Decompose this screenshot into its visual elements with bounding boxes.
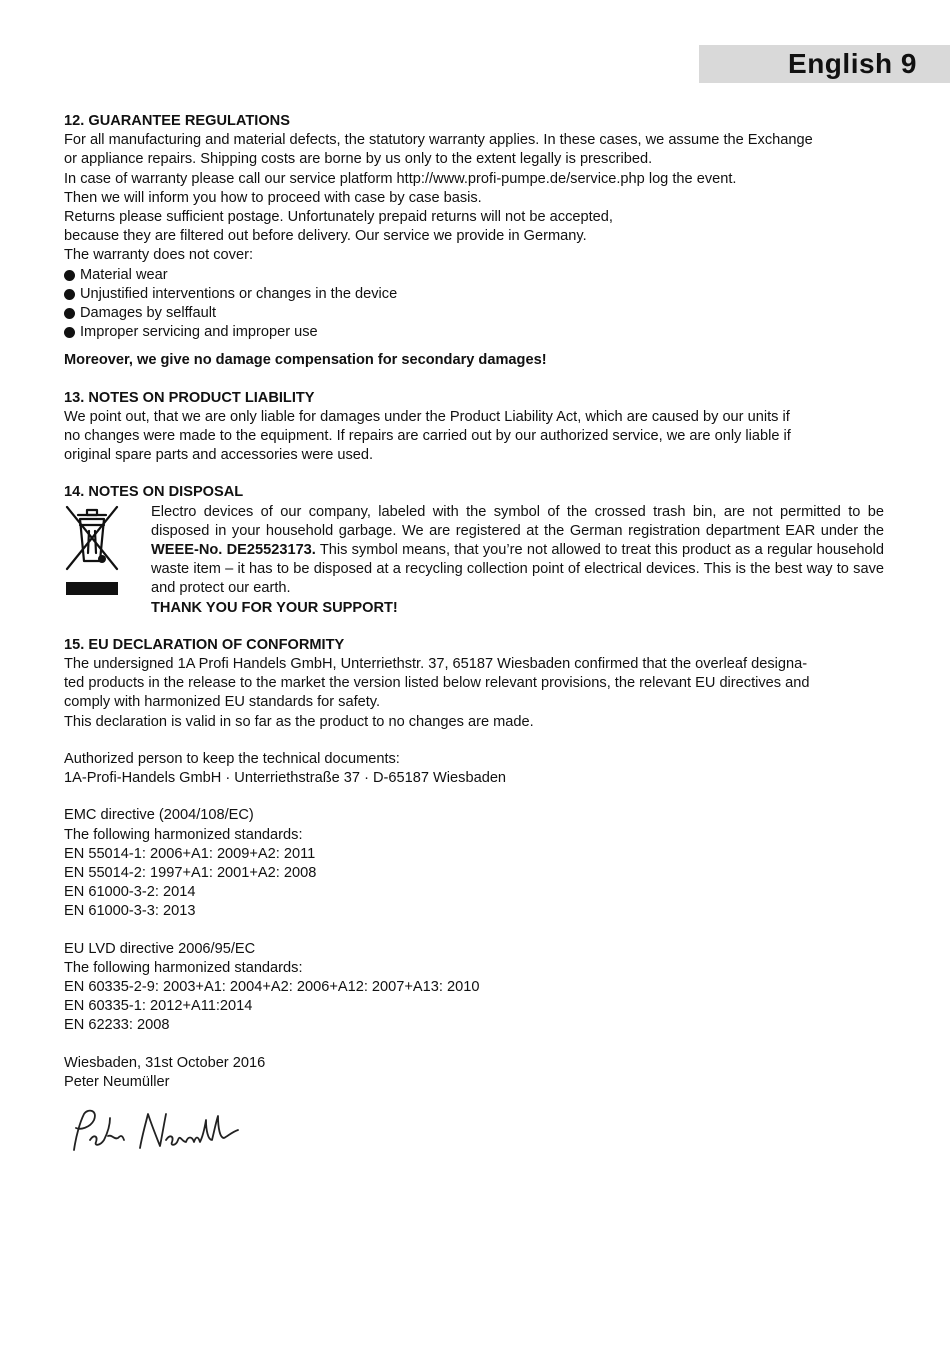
paragraph-line: The undersigned 1A Profi Handels GmbH, Unterriethstr. 37, 65187 Wiesbaden confirmed that the overleaf designa- [64,656,808,673]
section-title: 14. NOTES ON DISPOSAL [64,484,244,501]
bullet-icon [64,289,75,300]
list-item-text: Improper servicing and improper use [80,324,318,341]
lvd-line: The following harmonized standards: [64,959,303,976]
section-title: 12. GUARANTEE REGULATIONS [64,113,290,129]
authorized-person-line: Authorized person to keep the technical documents: [64,750,400,767]
section-guarantee [64,112,884,371]
section-disposal [64,483,884,617]
paragraph-line: For all manufacturing and material defects, the statutory warranty applies. In these cases, we assume the Exchange [64,132,813,149]
paragraph-line: or appliance repairs. Shipping costs are borne by us only to the extent legally is prescribed. [64,151,653,168]
paragraph-line: ted products in the release to the market the version listed below relevant provisions, the relevant EU directives and [64,675,810,692]
paragraph-line: no changes were made to the equipment. If repairs are carried out by our authorized service, we are only liable if [64,428,791,445]
crossed-out-wheelie-bin-icon [64,503,120,597]
list-item-text: Damages by selffault [80,305,217,322]
list-item [64,266,884,285]
exclusions-list [64,266,884,343]
emc-line: EN 55014-2: 1997+A1: 2001+A2: 2008 [64,864,317,881]
paragraph-line: This declaration is valid in so far as the product to no changes are made. [64,713,534,730]
place-date: Wiesbaden, 31st October 2016 [64,1054,266,1071]
section-title: 13. NOTES ON PRODUCT LIABILITY [64,389,315,406]
bullet-icon [64,308,75,319]
emc-line: EN 61000-3-3: 2013 [64,903,196,920]
paragraph-line: In case of warranty please call our service platform http://www.profi-pumpe.de/service.php log the event. [64,170,737,187]
warranty-note: Moreover, we give no damage compensation for secondary damages! [64,352,547,369]
list-item [64,285,884,304]
lvd-line: EN 62233: 2008 [64,1017,170,1034]
paragraph-line: because they are filtered out before delivery. Our service we provide in Germany. [64,228,587,245]
weee-number: WEEE-No. DE25523173. [151,542,316,559]
paragraph-line: Then we will inform you how to proceed with case by case basis. [64,189,482,206]
authorized-address-line: 1A-Profi-Handels GmbH · Unterriethstraße 37 · D-65187 Wiesbaden [64,770,507,787]
emc-line: EN 61000-3-2: 2014 [64,884,196,901]
emc-line: EMC directive (2004/108/EC) [64,807,254,824]
page-content [64,112,884,1164]
list-item [64,323,884,342]
list-item [64,304,884,323]
handwritten-signature [64,1106,244,1158]
emc-line: EN 55014-1: 2006+A1: 2009+A2: 2011 [64,845,316,862]
lvd-line: EU LVD directive 2006/95/EC [64,940,256,957]
page-label: English 9 [788,48,917,79]
paragraph-line: We point out, that we are only liable for damages under the Product Liability Act, which are caused by our units if [64,408,790,425]
paragraph-line: The warranty does not cover: [64,247,253,264]
page-header-tab [699,45,950,83]
paragraph-line: Returns please sufficient postage. Unfortunately prepaid returns will not be accepted, [64,209,613,226]
list-item-text: Material wear [80,266,168,283]
section-title: 15. EU DECLARATION OF CONFORMITY [64,636,345,653]
bullet-icon [64,327,75,338]
bullet-icon [64,270,75,281]
lvd-line: EN 60335-1: 2012+A11:2014 [64,998,253,1015]
paragraph-line: comply with harmonized EU standards for safety. [64,694,381,711]
signer-name: Peter Neumüller [64,1073,170,1090]
paragraph-line: original spare parts and accessories were used. [64,447,374,464]
thanks-text: THANK YOU FOR YOUR SUPPORT! [151,599,398,616]
list-item-text: Unjustified interventions or changes in the device [80,285,398,302]
disposal-text-a: Electro devices of our company, labeled with the symbol of the crossed trash bin, are not permitted to be disposed in your household garbage. We are registered at the German registration department EAR under the [151,503,884,539]
emc-line: The following harmonized standards: [64,826,303,843]
lvd-line: EN 60335-2-9: 2003+A1: 2004+A2: 2006+A12: 2007+A13: 2010 [64,978,480,995]
disposal-text-b: This symbol means, that you’re not allowed to treat this product as a regular household waste item – it has to be disposed at a recycling collection point of electrical devices. This is the best way to save and protect our earth. [151,542,884,597]
section-eu-declaration [64,636,884,1164]
section-product-liability [64,389,884,466]
